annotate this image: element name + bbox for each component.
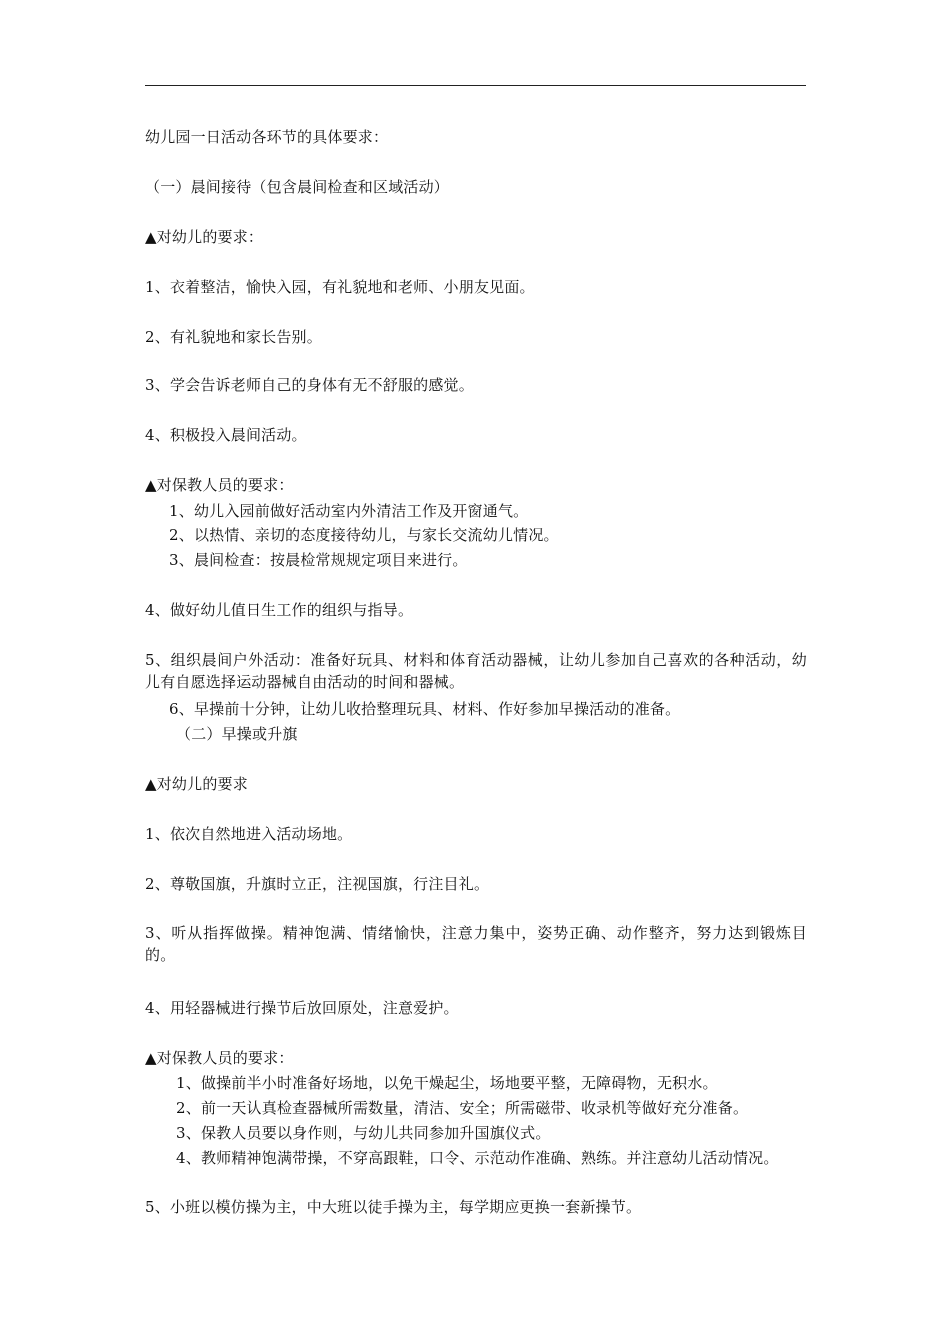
document-title: 幼儿园一日活动各环节的具体要求： — [145, 128, 389, 146]
section-2-child-item-3: 3、听从指挥做操。精神饱满、情绪愉快，注意力集中，姿势正确、动作整齐，努力达到锻炼目的。 — [145, 924, 807, 964]
section-2-staff-item-4: 4、教师精神饱满带操，不穿高跟鞋，口令、示范动作准确、熟练。并注意幼儿活动情况。 — [176, 1149, 779, 1167]
section-1-staff-item-4: 4、做好幼儿值日生工作的组织与指导。 — [145, 601, 414, 619]
section-1-staff-item-6: 6、早操前十分钟，让幼儿收拾整理玩具、材料、作好参加早操活动的准备。 — [169, 700, 681, 718]
header-rule — [145, 85, 806, 86]
section-1-staff-item-5: 5、组织晨间户外活动：准备好玩具、材料和体育活动器械，让幼儿参加自己喜欢的各种活动，幼儿有自愿选择运动器械自由活动的时间和器械。 — [145, 651, 807, 691]
section-2-staff-item-3: 3、保教人员要以身作则，与幼儿共同参加升国旗仪式。 — [176, 1124, 551, 1142]
section-1-child-item-1: 1、衣着整洁，愉快入园，有礼貌地和老师、小朋友见面。 — [145, 278, 535, 296]
section-2-staff-item-5: 5、小班以模仿操为主，中大班以徒手操为主，每学期应更换一套新操节。 — [145, 1198, 642, 1216]
section-1-child-item-2: 2、有礼貌地和家长告别。 — [145, 328, 322, 346]
section-1-staff-item-2: 2、以热情、亲切的态度接待幼儿，与家长交流幼儿情况。 — [169, 526, 559, 544]
section-2-heading: （二）早操或升旗 — [176, 725, 298, 743]
section-2-staff-item-1: 1、做操前半小时准备好场地，以免干燥起尘，场地要平整，无障碍物，无积水。 — [176, 1074, 718, 1092]
section-1-staff-item-1: 1、幼儿入园前做好活动室内外清洁工作及开窗通气。 — [169, 502, 529, 520]
section-2-child-item-4: 4、用轻器械进行操节后放回原处，注意爱护。 — [145, 999, 459, 1017]
section-1-staff-item-3: 3、晨间检查：按晨检常规规定项目来进行。 — [169, 551, 468, 569]
section-2-child-requirements-heading: ▲对幼儿的要求 — [145, 775, 248, 793]
section-1-heading: （一）晨间接待（包含晨间检查和区域活动） — [145, 178, 450, 196]
section-2-staff-requirements-heading: ▲对保教人员的要求： — [145, 1049, 294, 1067]
section-1-staff-requirements-heading: ▲对保教人员的要求： — [145, 476, 294, 494]
section-1-child-requirements-heading: ▲对幼儿的要求： — [145, 228, 264, 246]
section-2-staff-item-2: 2、前一天认真检查器械所需数量，清洁、安全；所需磁带、收录机等做好充分准备。 — [176, 1099, 749, 1117]
section-1-child-item-3: 3、学会告诉老师自己的身体有无不舒服的感觉。 — [145, 376, 474, 394]
section-2-child-item-2: 2、尊敬国旗，升旗时立正，注视国旗，行注目礼。 — [145, 875, 490, 893]
section-1-child-item-4: 4、积极投入晨间活动。 — [145, 426, 307, 444]
section-2-child-item-1: 1、依次自然地进入活动场地。 — [145, 825, 353, 843]
